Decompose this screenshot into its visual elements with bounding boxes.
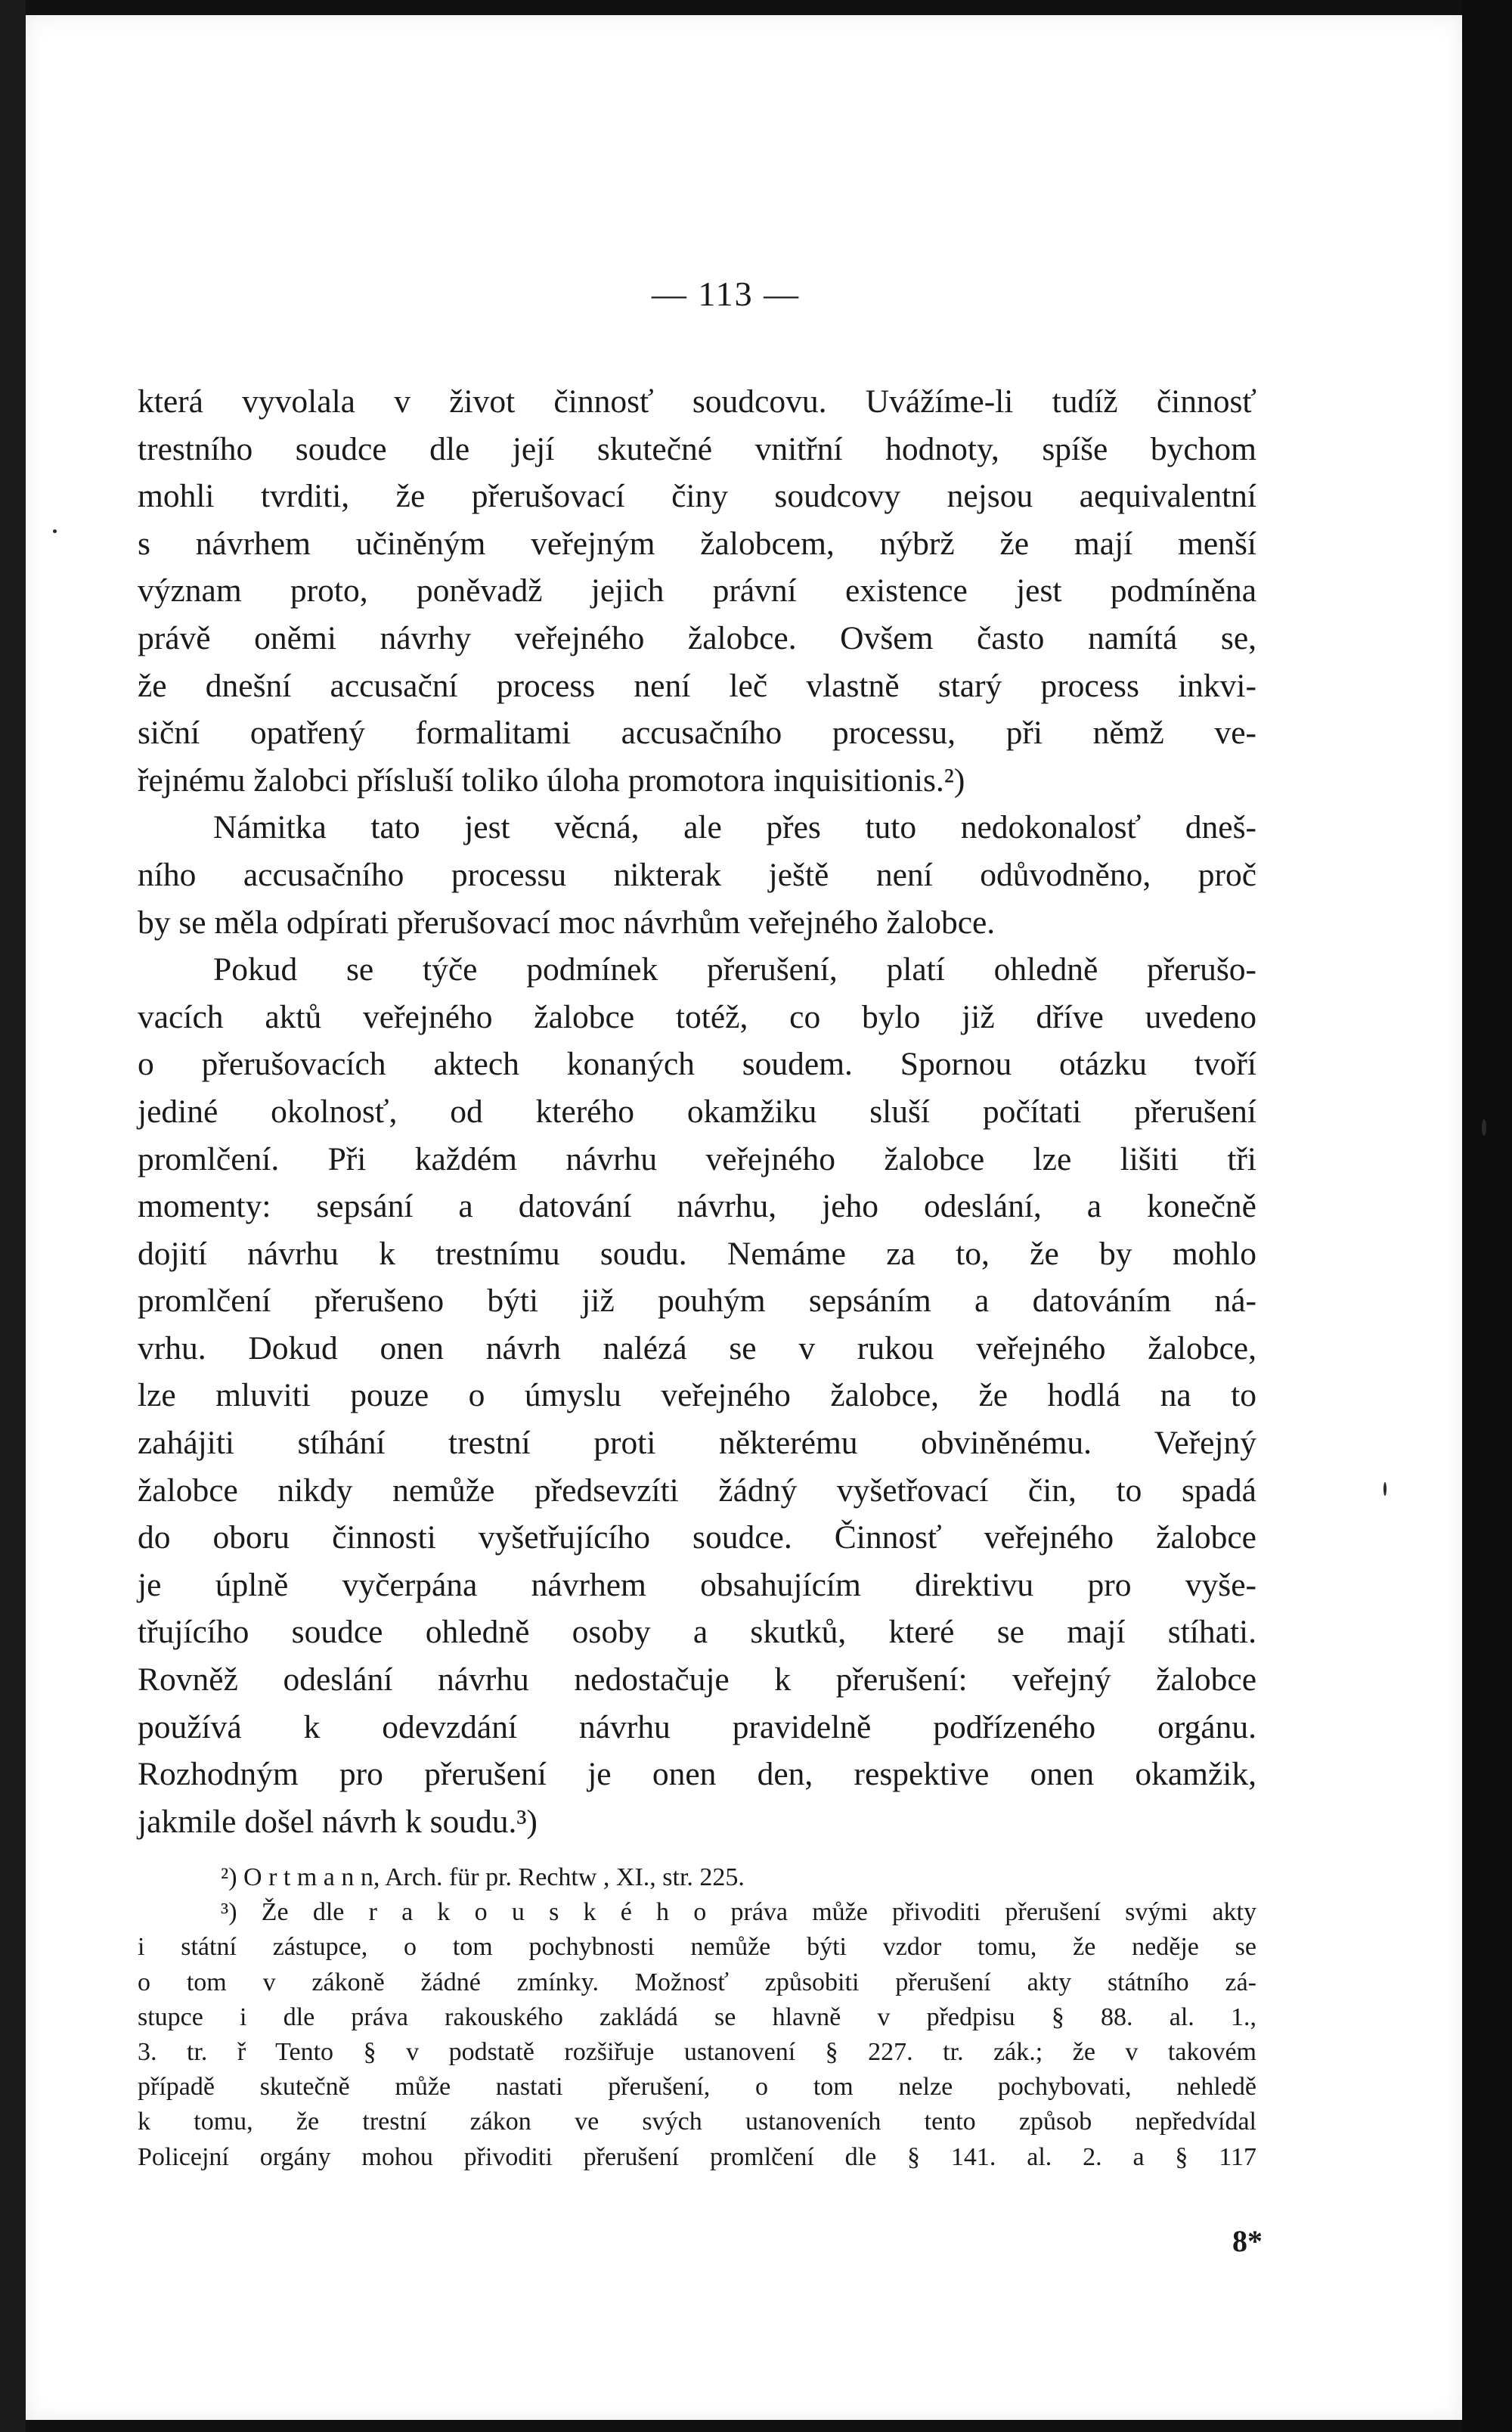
text-line: právě oněmi návrhy veřejného žalobce. Ovšem často namítá se, (138, 619, 1256, 656)
text-line: jediné okolnosť, od kterého okamžiku sluší počítati přerušení (138, 1093, 1256, 1130)
footnote-line: ²) O r t m a n n, Arch. für pr. Rechtw , XI., str. 225. (221, 1863, 745, 1891)
footnote-line: Policejní orgány mohou přivoditi přerušení promlčení dle § 141. al. 2. a § 117 (138, 2142, 1256, 2171)
text-line: o přerušovacích aktech konaných soudem. Spornou otázku tvoří (138, 1046, 1256, 1083)
footnote-line: i státní zástupce, o tom pochybnosti nemůže býti vzdor tomu, že neděje se (138, 1933, 1256, 1962)
text-line: Rovněž odeslání návrhu nedostačuje k přerušení: veřejný žalobce (138, 1661, 1256, 1698)
scan-speck (1482, 1119, 1486, 1136)
text-line: momenty: sepsání a datování návrhu, jeho odeslání, a konečně (138, 1188, 1256, 1225)
footnote-line: ³) Že dle r a k o u s k é h o práva může přivoditi přerušení svými akty (221, 1898, 1256, 1927)
footnote-line: případě skutečně může nastati přerušení, o tom nelze pochybovati, nehledě (138, 2073, 1256, 2102)
scan-speck (1383, 1482, 1387, 1496)
text-line: že dnešní accusační process není leč vlastně starý process inkvi- (138, 667, 1256, 704)
text-line: trestního soudce dle její skutečné vnitřní hodnoty, spíše bychom (138, 430, 1256, 467)
text-line: třujícího soudce ohledně osoby a skutků, které se mají stíhati. (138, 1614, 1256, 1651)
scan-left-edge (0, 0, 26, 2432)
text-line: zahájiti stíhání trestní proti některému obviněnému. Veřejný (138, 1425, 1256, 1462)
text-line: žalobce nikdy nemůže předsevzíti žádný vyšetřovací čin, to spadá (138, 1472, 1256, 1509)
text-line: Námitka tato jest věcná, ale přes tuto nedokonalosť dneš- (213, 809, 1256, 846)
text-line: lze mluviti pouze o úmyslu veřejného žalobce, že hodlá na to (138, 1377, 1256, 1414)
text-line: Rozhodným pro přerušení je onen den, respektive onen okamžik, (138, 1756, 1256, 1793)
text-line: vacích aktů veřejného žalobce totéž, co bylo již dříve uvedeno (138, 998, 1256, 1035)
text-line: vrhu. Dokud onen návrh nalézá se v rukou veřejného žalobce, (138, 1329, 1256, 1366)
text-line: Pokud se týče podmínek přerušení, platí ohledně přerušo- (213, 951, 1256, 988)
footnote-line: stupce i dle práva rakouského zakládá se hlavně v předpisu § 88. al. 1., (138, 2002, 1256, 2031)
text-line: je úplně vyčerpána návrhem obsahujícím direktivu pro vyše- (138, 1566, 1256, 1603)
page-number: — 113 — (651, 275, 801, 313)
text-line: promlčení přerušeno býti již pouhým sepsáním a datováním ná- (138, 1283, 1256, 1320)
signature-mark: 8* (1232, 2224, 1263, 2258)
scan-right-edge (1462, 0, 1512, 2432)
text-line: promlčení. Při každém návrhu veřejného žalobce lze lišiti tři (138, 1140, 1256, 1177)
text-line: siční opatřený formalitami accusačního processu, při němž ve- (138, 715, 1256, 752)
footnotes (138, 1860, 1256, 2175)
text-line: dojití návrhu k trestnímu soudu. Nemáme za to, že by mohlo (138, 1235, 1256, 1272)
text-line: řejnému žalobci přísluší toliko úloha promotora inquisitionis.²) (138, 762, 965, 799)
footnote-line: k tomu, že trestní zákon ve svých ustanoveních tento způsob nepředvídal (138, 2108, 1256, 2136)
text-line: s návrhem učiněným veřejným žalobcem, nýbrž že mají menší (138, 525, 1256, 562)
footnote-line: 3. tr. ř Tento § v podstatě rozšiřuje ustanovení § 227. tr. zák.; že v takovém (138, 2037, 1256, 2066)
text-line: používá k odevzdání návrhu pravidelně podřízeného orgánu. (138, 1708, 1256, 1745)
main-text (138, 378, 1256, 1845)
text-line: jakmile došel návrh k soudu.³) (138, 1803, 538, 1840)
text-line: do oboru činnosti vyšetřujícího soudce. Činnosť veřejného žalobce (138, 1519, 1256, 1556)
scan-speck (53, 529, 57, 533)
text-line: mohli tvrditi, že přerušovací činy soudcovy nejsou aequivalentní (138, 478, 1256, 515)
footnote-line: o tom v zákoně žádné zmínky. Možnosť způsobiti přerušení akty státního zá- (138, 1968, 1256, 1996)
text-line: která vyvolala v život činnosť soudcovu. Uvážíme-li tudíž činnosť (138, 383, 1256, 420)
text-line: význam proto, poněvadž jejich právní existence jest podmíněna (138, 572, 1256, 610)
text-line: ního accusačního processu nikterak ještě není odůvodněno, proč (138, 856, 1256, 893)
text-line: by se měla odpírati přerušovací moc návrhům veřejného žalobce. (138, 904, 996, 941)
